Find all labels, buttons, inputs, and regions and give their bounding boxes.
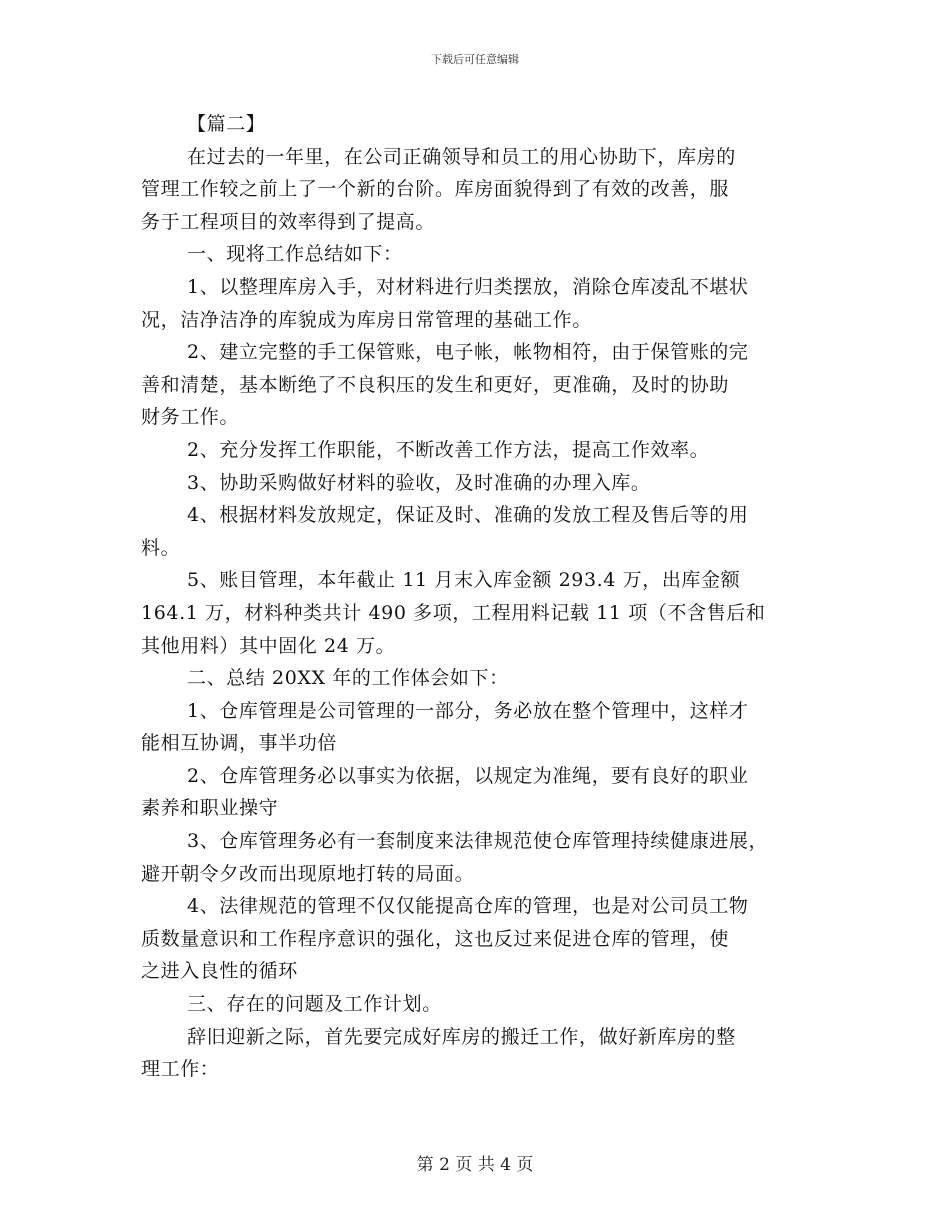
s1-item-2-line-2: 善和清楚，基本断绝了不良积压的发生和更好，更准确，及时的协助	[141, 373, 730, 396]
s1-item-3: 2、充分发挥工作职能，不断改善工作方法，提高工作效率。	[187, 438, 710, 461]
page-header: 下载后可任意编辑	[431, 53, 519, 66]
intro-line-1: 在过去的一年里，在公司正确领导和员工的用心协助下，库房的	[187, 145, 736, 168]
page-number-footer: 第 2 页 共 4 页	[416, 1155, 534, 1175]
s3-text-line-2: 理工作：	[141, 1058, 220, 1081]
s1-item-1-line-2: 况，洁净洁净的库貌成为库房日常管理的基础工作。	[141, 308, 592, 331]
s1-item-4: 3、协助采购做好材料的验收，及时准确的办理入库。	[187, 471, 651, 494]
s1-item-2-line-1: 2、建立完整的手工保管账，电子帐，帐物相符，由于保管账的完	[187, 341, 749, 364]
s1-item-6-line-1: 5、账目管理，本年截止 11 月末入库金额 293.4 万，出库金额	[187, 569, 741, 592]
section-3-heading: 三、存在的问题及工作计划。	[187, 993, 442, 1016]
intro-line-3: 务于工程项目的效率得到了提高。	[141, 210, 436, 233]
s1-item-5-line-1: 4、根据材料发放规定，保证及时、准确的发放工程及售后等的用	[187, 504, 749, 527]
intro-line-2: 管理工作较之前上了一个新的台阶。库房面貌得到了有效的改善，服	[141, 178, 730, 201]
s2-item-2-line-2: 素养和职业操守	[141, 797, 279, 820]
s2-item-3-line-2: 避开朝令夕改而出现原地打转的局面。	[141, 862, 475, 885]
section-1-heading: 一、现将工作总结如下：	[187, 243, 403, 266]
s2-item-4-line-1: 4、法律规范的管理不仅仅能提高仓库的管理，也是对公司员工物	[187, 895, 749, 918]
s2-item-1-line-1: 1、仓库管理是公司管理的一部分，务必放在整个管理中，这样才	[187, 699, 749, 722]
document-body	[141, 108, 821, 1086]
s2-item-4-line-2: 质数量意识和工作程序意识的强化，这也反过来促进仓库的管理，使	[141, 927, 730, 950]
s1-item-5-line-2: 料。	[141, 536, 181, 559]
s3-text-line-1: 辞旧迎新之际，首先要完成好库房的搬迁工作，做好新库房的整	[187, 1025, 736, 1048]
s2-item-2-line-1: 2、仓库管理务必以事实为依据，以规定为准绳，要有良好的职业	[187, 764, 749, 787]
s1-item-2-line-3: 财务工作。	[141, 406, 240, 429]
s2-item-4-line-3: 之进入良性的循环	[141, 960, 298, 983]
s1-item-6-line-3: 其他用料）其中固化 24 万。	[141, 634, 396, 657]
section-title: 【篇二】	[187, 113, 266, 135]
s1-item-1-line-1: 1、以整理库房入手，对材料进行归类摆放，消除仓库凌乱不堪状	[187, 275, 749, 298]
s2-item-1-line-2: 能相互协调，事半功倍	[141, 732, 338, 755]
section-2-heading: 二、总结 20XX 年的工作体会如下：	[187, 667, 509, 690]
s2-item-3-line-1: 3、仓库管理务必有一套制度来法律规范使仓库管理持续健康进展，	[187, 830, 769, 853]
s1-item-6-line-2: 164.1 万，材料种类共计 490 多项，工程用料记载 11 项（不含售后和	[141, 601, 766, 624]
